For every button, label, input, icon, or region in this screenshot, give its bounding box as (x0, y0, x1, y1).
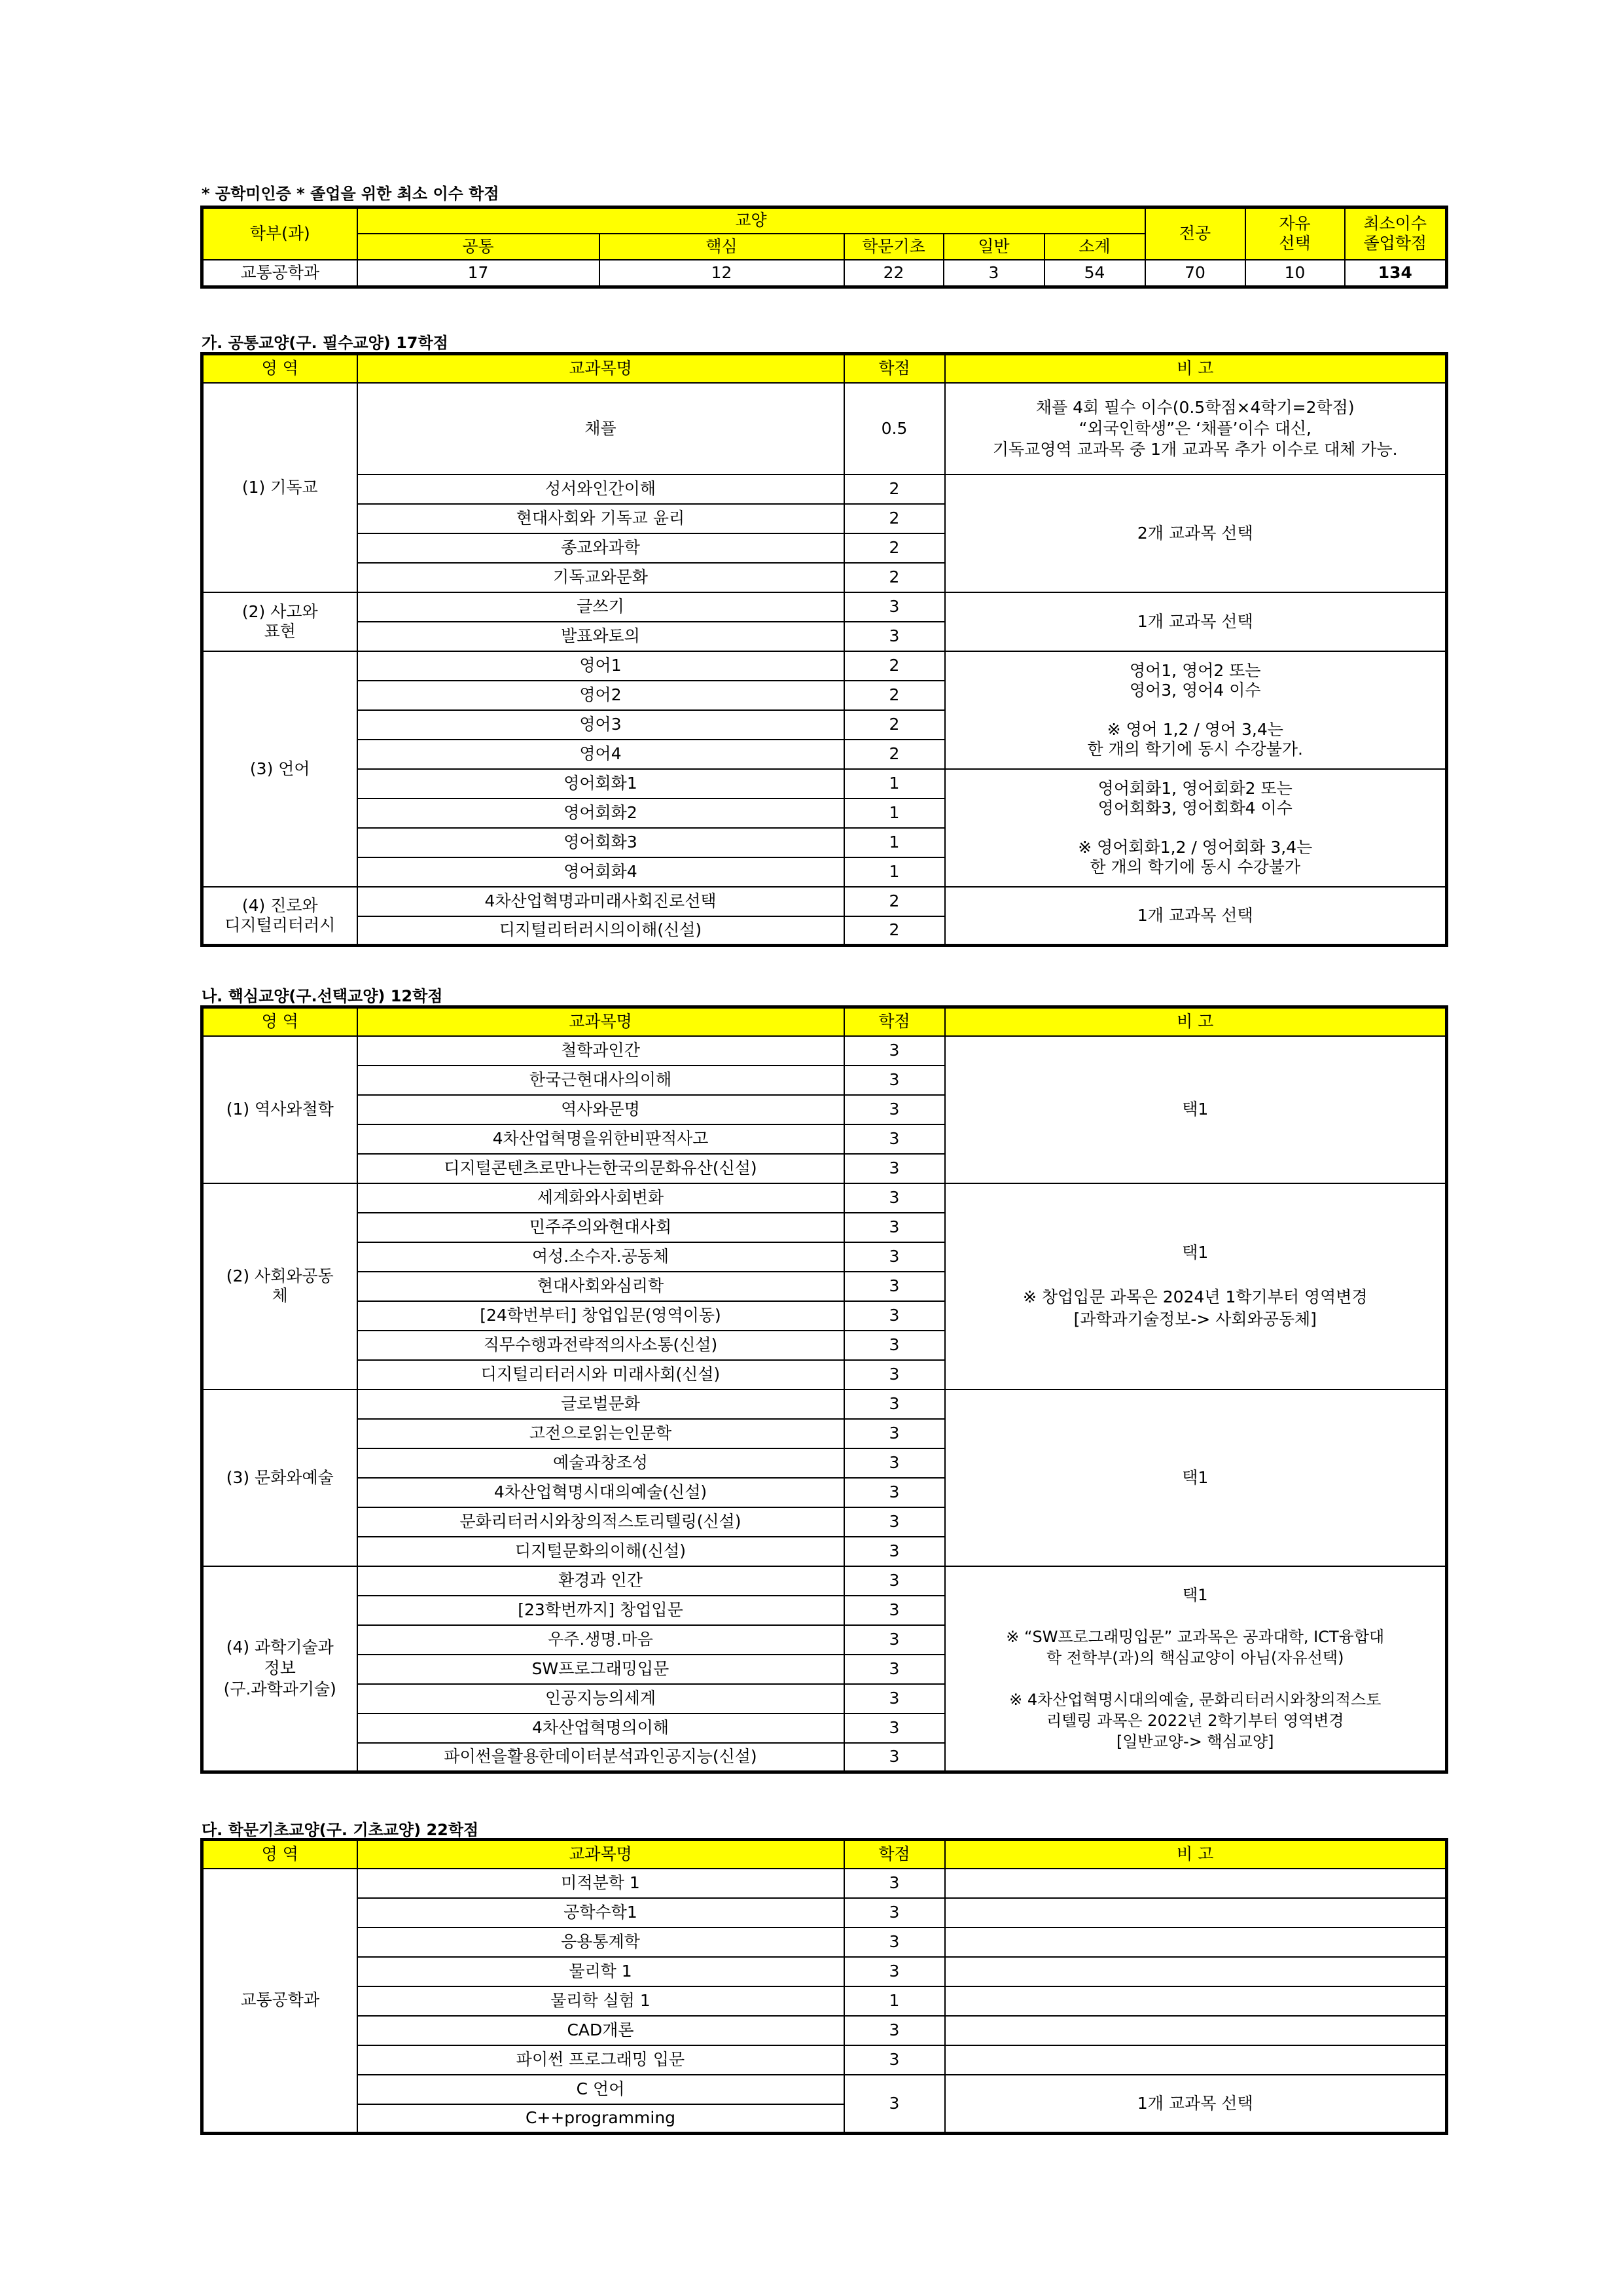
area-cell: 교통공학과 (202, 1869, 357, 2134)
course-cell: 영어회화4 (357, 857, 844, 887)
credit-cell: 3 (844, 1154, 945, 1183)
course-cell: 세계화와사회변화 (357, 1183, 844, 1213)
course-cell: 디지털콘텐츠로만나는한국의문화유산(신설) (357, 1154, 844, 1183)
course-cell: 파이썬 프로그래밍 입문 (357, 2045, 844, 2075)
credit-cell: 1 (844, 769, 945, 798)
free-cell: 10 (1245, 260, 1345, 287)
credit-cell: 2 (844, 887, 945, 916)
header-credit: 학점 (844, 1840, 945, 1869)
course-cell: 영어회화3 (357, 828, 844, 857)
area-cell: (1) 기독교 (202, 383, 357, 592)
credit-cell: 3 (844, 1448, 945, 1478)
header-course: 교과목명 (357, 1007, 844, 1036)
table-row (202, 2045, 1447, 2075)
min-credit-cell: 134 (1345, 260, 1447, 287)
summary-table (200, 206, 1448, 289)
core-cell: 12 (599, 260, 844, 287)
header-common: 공통 (357, 234, 599, 260)
credit-cell: 3 (844, 1301, 945, 1331)
credit-cell: 1 (844, 798, 945, 828)
header-general: 일반 (944, 234, 1044, 260)
course-cell: 현대사회와심리학 (357, 1272, 844, 1301)
credit-cell: 3 (844, 1655, 945, 1684)
course-cell: 공학수학1 (357, 1898, 844, 1928)
credit-cell: 2 (844, 681, 945, 710)
major-cell: 70 (1145, 260, 1245, 287)
course-cell: 예술과창조성 (357, 1448, 844, 1478)
header-subtotal: 소계 (1044, 234, 1145, 260)
header-course: 교과목명 (357, 354, 844, 383)
table-row (202, 769, 1447, 798)
credit-cell: 2 (844, 533, 945, 563)
note-cell: 1개 교과목 선택 (945, 2075, 1447, 2134)
course-cell: 여성.소수자.공동체 (357, 1242, 844, 1272)
credit-cell: 3 (844, 1419, 945, 1448)
summary-title: * 공학미인증 * 졸업을 위한 최소 이수 학점 (202, 185, 499, 203)
header-note: 비 고 (945, 354, 1447, 383)
course-cell: 영어2 (357, 681, 844, 710)
header-note: 비 고 (945, 1007, 1447, 1036)
note-cell (945, 2016, 1447, 2045)
table-row (202, 1390, 1447, 1419)
table-row (202, 475, 1447, 504)
credit-cell: 0.5 (844, 383, 945, 475)
area-cell: (2) 사회와공동 체 (202, 1183, 357, 1390)
header-area: 영 역 (202, 1007, 357, 1036)
note-cell: 택1 ※ 창업입문 과목은 2024년 1학기부터 영역변경 [과학과기술정보-> 사회와공동체] (945, 1183, 1447, 1390)
header-free: 자유 선택 (1245, 207, 1345, 260)
note-cell: 택1 (945, 1390, 1447, 1566)
credit-cell: 3 (844, 1507, 945, 1537)
course-cell: C++programming (357, 2104, 844, 2134)
course-cell: 철학과인간 (357, 1036, 844, 1066)
credit-cell: 3 (844, 2075, 945, 2134)
basic-section-title: 다. 학문기초교양(구. 기초교양) 22학점 (202, 1821, 479, 1839)
course-cell: 현대사회와 기독교 윤리 (357, 504, 844, 533)
note-cell (945, 1898, 1447, 1928)
course-cell: 4차산업혁명의이해 (357, 1713, 844, 1743)
area-cell: (4) 과학기술과 정보 (구.과학과기술) (202, 1566, 357, 1772)
core-section-title: 나. 핵심교양(구.선택교양) 12학점 (202, 987, 443, 1005)
credit-cell: 2 (844, 563, 945, 592)
course-cell: C 언어 (357, 2075, 844, 2104)
header-gyoyang: 교양 (357, 207, 1145, 234)
common-cell: 17 (357, 260, 599, 287)
header-area: 영 역 (202, 1840, 357, 1869)
credit-cell: 3 (844, 1272, 945, 1301)
table-row (202, 887, 1447, 916)
credit-cell: 3 (844, 1898, 945, 1928)
note-cell (945, 1869, 1447, 1898)
common-table (200, 352, 1448, 947)
note-cell: 1개 교과목 선택 (945, 592, 1447, 651)
credit-cell: 1 (844, 857, 945, 887)
general-cell: 3 (944, 260, 1044, 287)
course-cell: 디지털문화의이해(신설) (357, 1537, 844, 1566)
course-cell: 글쓰기 (357, 592, 844, 622)
table-row (202, 2075, 1447, 2104)
credit-cell: 3 (844, 1478, 945, 1507)
credit-cell: 3 (844, 1928, 945, 1957)
table-row (202, 383, 1447, 475)
table-row (202, 651, 1447, 681)
note-cell: 채플 4회 필수 이수(0.5학점×4학기=2학점) “외국인학생”은 ‘채플’이수 대신, 기독교영역 교과목 중 1개 교과목 추가 이수로 대체 가능. (945, 383, 1447, 475)
dept-cell: 교통공학과 (202, 260, 357, 287)
note-cell (945, 1957, 1447, 1986)
course-cell: 디지털리터러시와 미래사회(신설) (357, 1360, 844, 1390)
credit-cell: 3 (844, 1713, 945, 1743)
table-row (202, 1183, 1447, 1213)
table-row (202, 1566, 1447, 1596)
credit-cell: 3 (844, 1331, 945, 1360)
course-cell: 글로벌문화 (357, 1390, 844, 1419)
credit-cell: 3 (844, 1625, 945, 1655)
note-cell: 영어회화1, 영어회화2 또는 영어회화3, 영어회화4 이수 ※ 영어회화1,2 / 영어회화 3,4는 한 개의 학기에 동시 수강불가 (945, 769, 1447, 887)
subtotal-cell: 54 (1044, 260, 1145, 287)
course-cell: 물리학 1 (357, 1957, 844, 1986)
header-credit: 학점 (844, 354, 945, 383)
credit-cell: 3 (844, 1566, 945, 1596)
table-row (202, 1036, 1447, 1066)
table-row (202, 592, 1447, 622)
course-cell: 미적분학 1 (357, 1869, 844, 1898)
credit-cell: 3 (844, 1124, 945, 1154)
course-cell: 직무수행과전략적의사소통(신설) (357, 1331, 844, 1360)
table-row (202, 1986, 1447, 2016)
credit-cell: 2 (844, 651, 945, 681)
credit-cell: 2 (844, 916, 945, 946)
course-cell: 채플 (357, 383, 844, 475)
header-credit: 학점 (844, 1007, 945, 1036)
credit-cell: 2 (844, 710, 945, 740)
credit-cell: 3 (844, 1684, 945, 1713)
course-cell: 종교와과학 (357, 533, 844, 563)
header-note: 비 고 (945, 1840, 1447, 1869)
area-cell: (2) 사고와 표현 (202, 592, 357, 651)
course-cell: 4차산업혁명을위한비판적사고 (357, 1124, 844, 1154)
credit-cell: 3 (844, 1596, 945, 1625)
credit-cell: 3 (844, 1957, 945, 1986)
area-cell: (3) 언어 (202, 651, 357, 887)
note-cell: 1개 교과목 선택 (945, 887, 1447, 946)
header-dept: 학부(과) (202, 207, 357, 260)
basic-table (200, 1838, 1448, 2135)
course-cell: 고전으로읽는인문학 (357, 1419, 844, 1448)
note-cell: 택1 ※ “SW프로그래밍입문” 교과목은 공과대학, ICT융합대 학 전학부(과)의 핵심교양이 아님(자유선택) ※ 4차산업혁명시대의예술, 문화리터러시와창의적스토 리텔링 과목은 2022년 2학기부터 영역변경 [일반교양-> 핵심교양] (945, 1566, 1447, 1772)
course-cell: 4차산업혁명시대의예술(신설) (357, 1478, 844, 1507)
credit-cell: 3 (844, 1183, 945, 1213)
basic-cell: 22 (844, 260, 944, 287)
course-cell: 환경과 인간 (357, 1566, 844, 1596)
table-row (202, 1869, 1447, 1898)
credit-cell: 3 (844, 1213, 945, 1242)
credit-cell: 3 (844, 2045, 945, 2075)
table-row (202, 2016, 1447, 2045)
header-course: 교과목명 (357, 1840, 844, 1869)
table-row (202, 1928, 1447, 1957)
header-major: 전공 (1145, 207, 1245, 260)
note-cell: 2개 교과목 선택 (945, 475, 1447, 592)
course-cell: SW프로그래밍입문 (357, 1655, 844, 1684)
course-cell: 성서와인간이해 (357, 475, 844, 504)
course-cell: CAD개론 (357, 2016, 844, 2045)
course-cell: 물리학 실험 1 (357, 1986, 844, 2016)
credit-cell: 2 (844, 740, 945, 769)
credit-cell: 2 (844, 504, 945, 533)
course-cell: 역사와문명 (357, 1095, 844, 1124)
area-cell: (4) 진로와 디지털리터러시 (202, 887, 357, 946)
header-area: 영 역 (202, 354, 357, 383)
table-row (202, 260, 1447, 287)
credit-cell: 3 (844, 2016, 945, 2045)
course-cell: 응용통계학 (357, 1928, 844, 1957)
core-table (200, 1005, 1448, 1774)
course-cell: 영어1 (357, 651, 844, 681)
course-cell: 파이썬을활용한데이터분석과인공지능(신설) (357, 1743, 844, 1772)
credit-cell: 3 (844, 1869, 945, 1898)
credit-cell: 3 (844, 1036, 945, 1066)
credit-cell: 3 (844, 1537, 945, 1566)
credit-cell: 3 (844, 1095, 945, 1124)
credit-cell: 3 (844, 1390, 945, 1419)
credit-cell: 3 (844, 592, 945, 622)
course-cell: 인공지능의세계 (357, 1684, 844, 1713)
credit-cell: 3 (844, 1066, 945, 1095)
header-min: 최소이수 졸업학점 (1345, 207, 1447, 260)
table-row (202, 1957, 1447, 1986)
course-cell: 한국근현대사의이해 (357, 1066, 844, 1095)
table-row (202, 1898, 1447, 1928)
note-cell (945, 1928, 1447, 1957)
area-cell: (3) 문화와예술 (202, 1390, 357, 1566)
header-core: 핵심 (599, 234, 844, 260)
common-section-title: 가. 공통교양(구. 필수교양) 17학점 (202, 334, 448, 352)
credit-cell: 1 (844, 1986, 945, 2016)
note-cell (945, 2045, 1447, 2075)
credit-cell: 1 (844, 828, 945, 857)
note-cell: 영어1, 영어2 또는 영어3, 영어4 이수 ※ 영어 1,2 / 영어 3,4는 한 개의 학기에 동시 수강불가. (945, 651, 1447, 769)
course-cell: 디지털리터러시의이해(신설) (357, 916, 844, 946)
course-cell: 영어회화1 (357, 769, 844, 798)
credit-cell: 3 (844, 1743, 945, 1772)
course-cell: 영어4 (357, 740, 844, 769)
course-cell: 발표와토의 (357, 622, 844, 651)
course-cell: 영어3 (357, 710, 844, 740)
credit-cell: 3 (844, 622, 945, 651)
course-cell: 영어회화2 (357, 798, 844, 828)
credit-cell: 3 (844, 1360, 945, 1390)
note-cell (945, 1986, 1447, 2016)
course-cell: 우주.생명.마음 (357, 1625, 844, 1655)
header-basic: 학문기초 (844, 234, 944, 260)
course-cell: 문화리터러시와창의적스토리텔링(신설) (357, 1507, 844, 1537)
area-cell: (1) 역사와철학 (202, 1036, 357, 1183)
note-cell: 택1 (945, 1036, 1447, 1183)
course-cell: 4차산업혁명과미래사회진로선택 (357, 887, 844, 916)
course-cell: [24학번부터] 창업입문(영역이동) (357, 1301, 844, 1331)
course-cell: 민주주의와현대사회 (357, 1213, 844, 1242)
course-cell: 기독교와문화 (357, 563, 844, 592)
credit-cell: 2 (844, 475, 945, 504)
course-cell: [23학번까지] 창업입문 (357, 1596, 844, 1625)
credit-cell: 3 (844, 1242, 945, 1272)
